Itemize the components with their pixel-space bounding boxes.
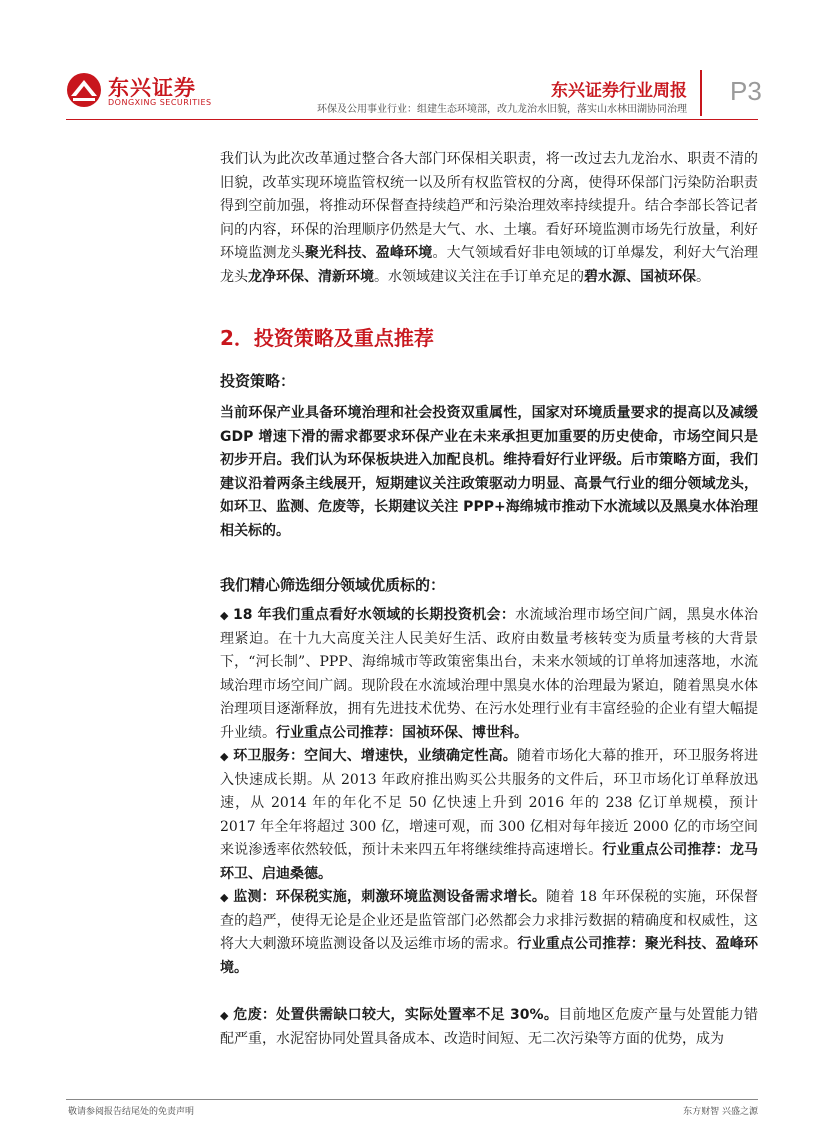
bullet-tail: 行业重点公司推荐：聚光科技、盈峰环境。 xyxy=(220,936,758,976)
intro-text-3: 。水领域建议关注在手订单充足的 xyxy=(374,268,584,285)
bullet-text: 水流域治理市场空间广阔，黑臭水体治理紧迫。在十九大高度关注人民美好生活、政府由数量考核转变为质量考核的大背景下，“河长制”、PPP、海绵城市等政策密集出台，未来水领域的订单将加速落地，水流域治理市场空间广阔。现阶段在水流域治理中黑臭水体的治理最为紧迫，随着黑臭水体治理项目逐渐释放，拥有先进技术优势、在污水处理行业有丰富经验的企业有望大幅提升业绩。 xyxy=(220,607,759,741)
intro-text-1: 我们认为此次改革通过整合各大部门环保相关职责，将一改过去九龙治水、职责不清的旧貌，改革实现环境监管权统一以及所有权监管权的分离，使得环保部门污染防治职责得到空前加强，将推动环保督查持续趋严和污染治理效率持续提升。结合李部长答记者问的内容，环保的治理顺序仍然是大气、水、土壤。看好环境监测市场先行放量，利好环境监测龙头 xyxy=(220,151,758,262)
report-subtitle: 环保及公用事业行业：组建生态环境部，改九龙治水旧貌，落实山水林田湖协同治理 xyxy=(317,104,687,115)
page-header xyxy=(0,0,827,125)
header-divider xyxy=(700,70,702,116)
company-logo xyxy=(66,68,226,118)
diamond-bullet-icon: ◆ xyxy=(220,609,229,622)
intro-bold-3: 碧水源、国祯环保 xyxy=(584,268,696,285)
bullet-text: 目前地区危废产量与处置能力错配严重，水泥窑协同处置具备成本、改造时间短、无二次污染等方面的优势，成为 xyxy=(220,1007,759,1047)
bullet-text: 随着 18 年环保税的实施，环保督查的趋严，使得无论是企业还是监管部门必然都会力求排污数据的精确度和权威性，这将大大刺激环境监测设备以及运维市场的需求。 xyxy=(220,889,759,953)
strategy-text: 当前环保产业具备环境治理和社会投资双重属性，国家对环境质量要求的提高以及减缓 GDP 增速下滑的需求都要求环保产业在未来承担更加重要的历史使命，市场空间只是初步开启。我们认为环保板块进入加配良机。维持看好行业评级。后市策略方面，我们建议沿着两条主线展开，短期建议关注政策驱动力明显、高景气行业的细分领域龙头，如环卫、监测、危废等，长期建议关注 PPP+海绵城市推动下水流域以及黑臭水体治理相关标的。 xyxy=(220,405,758,539)
strategy-heading: 投资策略： xyxy=(220,372,296,390)
bullet-lead: 危废：处置供需缺口较大，实际处置率不足 30%。 xyxy=(233,1007,559,1023)
diamond-bullet-icon: ◆ xyxy=(220,1009,229,1022)
bullet-lead: 监测：环保税实施，刺激环境监测设备需求增长。 xyxy=(233,889,547,905)
diamond-bullet-icon: ◆ xyxy=(220,750,229,763)
footer-disclaimer: 敬请参阅报告结尾处的免责声明 xyxy=(68,1107,195,1117)
bullet-lead: 环卫服务：空间大、增速快，业绩确定性高。 xyxy=(233,748,517,764)
footer-rule xyxy=(66,1099,758,1100)
intro-bold-1: 聚光科技、盈峰环境 xyxy=(304,245,433,262)
picks-heading: 我们精心筛选细分领域优质标的： xyxy=(220,576,446,594)
bullet-item xyxy=(220,604,758,746)
bullet-item xyxy=(220,886,758,980)
logo-mark-icon xyxy=(66,70,102,110)
diamond-bullet-icon: ◆ xyxy=(220,891,229,904)
footer-slogan: 东方财智 兴盛之源 xyxy=(683,1107,758,1117)
bullet-text: 随着市场化大幕的推开，环卫服务将进入快速成长期。从 2013 年政府推出购买公共服务的文件后，环卫市场化订单释放迅速，从 2014 年的年化不足 50 亿快速上升到 2016 年的 238 亿订单规模，预计 2017 年全年将超过 300 亿，增速可观，而 300 亿相对每年接近 2000 亿的市场空间来说渗透率依然较低，预计未来四五年将继续维持高速增长。 xyxy=(220,748,759,859)
bullet-lead: 18 年我们重点看好水领域的长期投资机会： xyxy=(233,607,516,623)
report-title: 东兴证券行业周报 xyxy=(551,81,687,101)
bullet-tail: 行业重点公司推荐：龙马环卫、启迪桑德。 xyxy=(220,842,759,882)
bullet-item xyxy=(220,745,758,887)
header-rule xyxy=(66,119,758,120)
bullet-item xyxy=(220,1004,758,1051)
intro-text-4: 。 xyxy=(696,268,710,285)
section-title: 2．投资策略及重点推荐 xyxy=(220,326,434,350)
intro-paragraph xyxy=(220,148,758,290)
logo-text: 东兴证券 xyxy=(108,76,196,100)
logo-subtext: DONGXING SECURITIES xyxy=(108,98,212,107)
page-number: P3 xyxy=(730,76,762,106)
bullet-tail: 行业重点公司推荐：国祯环保、博世科。 xyxy=(276,724,528,741)
intro-text-2: 。大气领域看好非电领域的订单爆发，利好大气治理龙头 xyxy=(220,245,759,285)
intro-bold-2: 龙净环保、清新环境 xyxy=(248,268,374,285)
